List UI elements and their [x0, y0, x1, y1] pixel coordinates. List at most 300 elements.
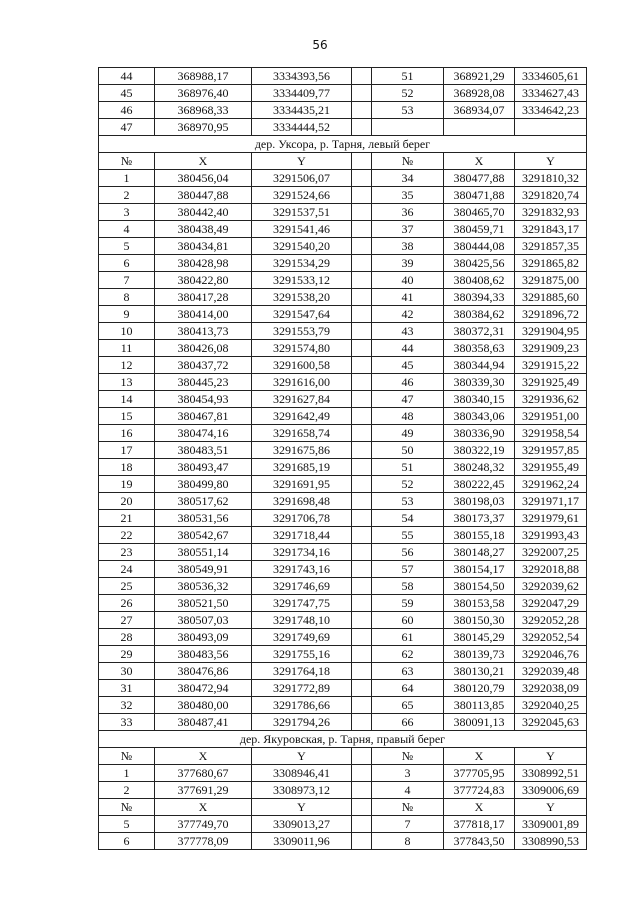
x-coordinate: 368934,07 — [444, 102, 515, 119]
spacer-cell — [352, 204, 372, 221]
point-number: 4 — [372, 782, 444, 799]
point-number: 53 — [372, 493, 444, 510]
point-number: 15 — [99, 408, 155, 425]
table-row — [99, 476, 587, 493]
y-coordinate: 3291958,54 — [515, 425, 587, 442]
spacer-cell — [352, 323, 372, 340]
x-coordinate: 380483,51 — [155, 442, 252, 459]
point-number: 9 — [99, 306, 155, 323]
x-coordinate: 377724,83 — [444, 782, 515, 799]
x-coordinate: 380467,81 — [155, 408, 252, 425]
column-header: Y — [252, 748, 352, 765]
point-number: 3 — [99, 204, 155, 221]
column-header: Y — [252, 153, 352, 170]
y-coordinate: 3291904,95 — [515, 323, 587, 340]
point-number: 53 — [372, 102, 444, 119]
x-coordinate: 380454,93 — [155, 391, 252, 408]
x-coordinate: 380476,86 — [155, 663, 252, 680]
point-number: 21 — [99, 510, 155, 527]
point-number: 37 — [372, 221, 444, 238]
table-row — [99, 391, 587, 408]
column-header: X — [155, 799, 252, 816]
x-coordinate: 380493,47 — [155, 459, 252, 476]
spacer-cell — [352, 561, 372, 578]
point-number: 17 — [99, 442, 155, 459]
x-coordinate: 368928,08 — [444, 85, 515, 102]
column-header: Y — [515, 153, 587, 170]
y-coordinate: 3291955,49 — [515, 459, 587, 476]
point-number: 30 — [99, 663, 155, 680]
table-row — [99, 612, 587, 629]
point-number — [372, 119, 444, 136]
point-number: 48 — [372, 408, 444, 425]
y-coordinate: 3334605,61 — [515, 68, 587, 85]
point-number: 39 — [372, 255, 444, 272]
spacer-cell — [352, 425, 372, 442]
x-coordinate: 380384,62 — [444, 306, 515, 323]
point-number: 7 — [99, 272, 155, 289]
y-coordinate: 3291698,48 — [252, 493, 352, 510]
x-coordinate: 380113,85 — [444, 697, 515, 714]
y-coordinate: 3291574,80 — [252, 340, 352, 357]
point-number: 62 — [372, 646, 444, 663]
x-coordinate: 380487,41 — [155, 714, 252, 731]
y-coordinate: 3291979,61 — [515, 510, 587, 527]
table-row — [99, 510, 587, 527]
y-coordinate: 3291951,00 — [515, 408, 587, 425]
x-coordinate: 380139,73 — [444, 646, 515, 663]
y-coordinate: 3292052,54 — [515, 629, 587, 646]
point-number: 45 — [372, 357, 444, 374]
table-row — [99, 697, 587, 714]
point-number: 44 — [99, 68, 155, 85]
y-coordinate: 3292045,63 — [515, 714, 587, 731]
x-coordinate: 368921,29 — [444, 68, 515, 85]
column-header: X — [155, 153, 252, 170]
spacer-cell — [352, 442, 372, 459]
section-title: дер. Якуровская, р. Тарня, правый берег — [99, 731, 587, 748]
spacer-cell — [352, 765, 372, 782]
x-coordinate: 380456,04 — [155, 170, 252, 187]
x-coordinate: 380336,90 — [444, 425, 515, 442]
x-coordinate: 380428,98 — [155, 255, 252, 272]
x-coordinate: 380517,62 — [155, 493, 252, 510]
table-row — [99, 340, 587, 357]
spacer-cell — [352, 697, 372, 714]
table-row — [99, 102, 587, 119]
table-row — [99, 544, 587, 561]
x-coordinate: 380483,56 — [155, 646, 252, 663]
spacer-cell — [352, 68, 372, 85]
table-row — [99, 255, 587, 272]
y-coordinate: 3291533,12 — [252, 272, 352, 289]
x-coordinate: 380155,18 — [444, 527, 515, 544]
x-coordinate: 380521,50 — [155, 595, 252, 612]
table-row — [99, 221, 587, 238]
point-number: 49 — [372, 425, 444, 442]
point-number: 61 — [372, 629, 444, 646]
point-number: 25 — [99, 578, 155, 595]
x-coordinate: 380413,73 — [155, 323, 252, 340]
column-header: X — [155, 748, 252, 765]
column-header: № — [372, 799, 444, 816]
point-number: 64 — [372, 680, 444, 697]
point-number: 45 — [99, 85, 155, 102]
y-coordinate: 3291743,16 — [252, 561, 352, 578]
spacer-cell — [352, 119, 372, 136]
x-coordinate: 380372,31 — [444, 323, 515, 340]
spacer-cell — [352, 391, 372, 408]
point-number: 56 — [372, 544, 444, 561]
point-number: 1 — [99, 765, 155, 782]
column-header: № — [372, 748, 444, 765]
point-number: 52 — [372, 476, 444, 493]
point-number: 44 — [372, 340, 444, 357]
table-row — [99, 833, 587, 850]
x-coordinate: 368976,40 — [155, 85, 252, 102]
table-row — [99, 272, 587, 289]
table-row — [99, 459, 587, 476]
column-header-row — [99, 748, 587, 765]
table-row — [99, 204, 587, 221]
spacer-cell — [352, 476, 372, 493]
y-coordinate: 3291706,78 — [252, 510, 352, 527]
point-number: 11 — [99, 340, 155, 357]
y-coordinate: 3291627,84 — [252, 391, 352, 408]
point-number: 51 — [372, 459, 444, 476]
y-coordinate: 3309013,27 — [252, 816, 352, 833]
point-number: 13 — [99, 374, 155, 391]
point-number: 6 — [99, 255, 155, 272]
x-coordinate: 377843,50 — [444, 833, 515, 850]
spacer-cell — [352, 646, 372, 663]
y-coordinate: 3291748,10 — [252, 612, 352, 629]
point-number: 31 — [99, 680, 155, 697]
y-coordinate: 3292018,88 — [515, 561, 587, 578]
point-number: 40 — [372, 272, 444, 289]
x-coordinate: 380130,21 — [444, 663, 515, 680]
x-coordinate: 380344,94 — [444, 357, 515, 374]
point-number: 12 — [99, 357, 155, 374]
y-coordinate: 3309001,89 — [515, 816, 587, 833]
y-coordinate: 3292007,25 — [515, 544, 587, 561]
point-number: 38 — [372, 238, 444, 255]
x-coordinate: 380417,28 — [155, 289, 252, 306]
x-coordinate: 380442,40 — [155, 204, 252, 221]
point-number: 27 — [99, 612, 155, 629]
x-coordinate: 380154,50 — [444, 578, 515, 595]
table-row — [99, 629, 587, 646]
spacer-cell — [352, 782, 372, 799]
y-coordinate: 3292039,48 — [515, 663, 587, 680]
point-number: 54 — [372, 510, 444, 527]
spacer-cell — [352, 187, 372, 204]
x-coordinate: 380339,30 — [444, 374, 515, 391]
spacer-cell — [352, 527, 372, 544]
x-coordinate: 380340,15 — [444, 391, 515, 408]
spacer-cell — [352, 374, 372, 391]
y-coordinate: 3291772,89 — [252, 680, 352, 697]
y-coordinate: 3291553,79 — [252, 323, 352, 340]
x-coordinate: 380422,80 — [155, 272, 252, 289]
y-coordinate: 3292040,25 — [515, 697, 587, 714]
x-coordinate: 380198,03 — [444, 493, 515, 510]
point-number: 43 — [372, 323, 444, 340]
column-header: X — [444, 153, 515, 170]
y-coordinate: 3291746,69 — [252, 578, 352, 595]
x-coordinate: 380444,08 — [444, 238, 515, 255]
y-coordinate: 3291896,72 — [515, 306, 587, 323]
x-coordinate: 380472,94 — [155, 680, 252, 697]
y-coordinate: 3292046,76 — [515, 646, 587, 663]
column-header: Y — [252, 799, 352, 816]
point-number: 1 — [99, 170, 155, 187]
x-coordinate: 380120,79 — [444, 680, 515, 697]
spacer-cell — [352, 306, 372, 323]
point-number: 59 — [372, 595, 444, 612]
table-row — [99, 816, 587, 833]
point-number: 36 — [372, 204, 444, 221]
spacer-cell — [352, 544, 372, 561]
x-coordinate: 380322,19 — [444, 442, 515, 459]
point-number: 57 — [372, 561, 444, 578]
y-coordinate: 3291832,93 — [515, 204, 587, 221]
column-header-row — [99, 153, 587, 170]
y-coordinate: 3291658,74 — [252, 425, 352, 442]
point-number: 22 — [99, 527, 155, 544]
y-coordinate: 3291962,24 — [515, 476, 587, 493]
spacer-cell — [352, 255, 372, 272]
column-header: X — [444, 748, 515, 765]
table-row — [99, 119, 587, 136]
column-header — [352, 799, 372, 816]
point-number: 46 — [372, 374, 444, 391]
column-header: Y — [515, 748, 587, 765]
column-header: № — [99, 748, 155, 765]
spacer-cell — [352, 85, 372, 102]
y-coordinate: 3291993,43 — [515, 527, 587, 544]
y-coordinate: 3291794,26 — [252, 714, 352, 731]
table-row — [99, 374, 587, 391]
y-coordinate: 3292039,62 — [515, 578, 587, 595]
x-coordinate: 368970,95 — [155, 119, 252, 136]
point-number: 60 — [372, 612, 444, 629]
x-coordinate: 377818,17 — [444, 816, 515, 833]
x-coordinate: 380447,88 — [155, 187, 252, 204]
y-coordinate: 3291957,85 — [515, 442, 587, 459]
spacer-cell — [352, 680, 372, 697]
y-coordinate: 3291537,51 — [252, 204, 352, 221]
y-coordinate: 3308992,51 — [515, 765, 587, 782]
x-coordinate: 380434,81 — [155, 238, 252, 255]
spacer-cell — [352, 595, 372, 612]
y-coordinate: 3291925,49 — [515, 374, 587, 391]
y-coordinate: 3291885,60 — [515, 289, 587, 306]
section-title-row — [99, 731, 587, 748]
spacer-cell — [352, 833, 372, 850]
spacer-cell — [352, 663, 372, 680]
point-number: 33 — [99, 714, 155, 731]
column-header-row — [99, 799, 587, 816]
table-row — [99, 425, 587, 442]
x-coordinate: 380542,67 — [155, 527, 252, 544]
x-coordinate: 380471,88 — [444, 187, 515, 204]
y-coordinate: 3334444,52 — [252, 119, 352, 136]
x-coordinate: 380445,23 — [155, 374, 252, 391]
x-coordinate: 380222,45 — [444, 476, 515, 493]
point-number: 46 — [99, 102, 155, 119]
y-coordinate: 3334435,21 — [252, 102, 352, 119]
point-number: 41 — [372, 289, 444, 306]
table-row — [99, 646, 587, 663]
y-coordinate: 3291691,95 — [252, 476, 352, 493]
point-number: 26 — [99, 595, 155, 612]
column-header: № — [99, 799, 155, 816]
spacer-cell — [352, 289, 372, 306]
x-coordinate: 380091,13 — [444, 714, 515, 731]
point-number: 4 — [99, 221, 155, 238]
x-coordinate: 380465,70 — [444, 204, 515, 221]
section-title-row — [99, 136, 587, 153]
spacer-cell — [352, 357, 372, 374]
spacer-cell — [352, 459, 372, 476]
table-row — [99, 714, 587, 731]
x-coordinate: 377778,09 — [155, 833, 252, 850]
y-coordinate: 3334409,77 — [252, 85, 352, 102]
y-coordinate: 3308990,53 — [515, 833, 587, 850]
spacer-cell — [352, 510, 372, 527]
table-row — [99, 357, 587, 374]
column-header — [352, 153, 372, 170]
table-row — [99, 68, 587, 85]
spacer-cell — [352, 102, 372, 119]
x-coordinate: 380551,14 — [155, 544, 252, 561]
spacer-cell — [352, 238, 372, 255]
table-row — [99, 578, 587, 595]
y-coordinate: 3292047,29 — [515, 595, 587, 612]
y-coordinate: 3309006,69 — [515, 782, 587, 799]
x-coordinate: 380459,71 — [444, 221, 515, 238]
y-coordinate: 3291538,20 — [252, 289, 352, 306]
x-coordinate: 380154,17 — [444, 561, 515, 578]
y-coordinate: 3291865,82 — [515, 255, 587, 272]
table-row — [99, 170, 587, 187]
y-coordinate: 3308973,12 — [252, 782, 352, 799]
x-coordinate: 380438,49 — [155, 221, 252, 238]
spacer-cell — [352, 170, 372, 187]
section-title: дер. Уксора, р. Тарня, левый берег — [99, 136, 587, 153]
point-number: 52 — [372, 85, 444, 102]
point-number: 20 — [99, 493, 155, 510]
point-number: 34 — [372, 170, 444, 187]
table-row — [99, 595, 587, 612]
y-coordinate: 3291506,07 — [252, 170, 352, 187]
table-row — [99, 442, 587, 459]
spacer-cell — [352, 612, 372, 629]
x-coordinate: 380148,27 — [444, 544, 515, 561]
spacer-cell — [352, 578, 372, 595]
x-coordinate: 380536,32 — [155, 578, 252, 595]
y-coordinate: 3309011,96 — [252, 833, 352, 850]
point-number: 65 — [372, 697, 444, 714]
x-coordinate: 380343,06 — [444, 408, 515, 425]
y-coordinate: 3291534,29 — [252, 255, 352, 272]
y-coordinate: 3291820,74 — [515, 187, 587, 204]
table-row — [99, 765, 587, 782]
point-number: 19 — [99, 476, 155, 493]
spacer-cell — [352, 493, 372, 510]
y-coordinate: 3291541,46 — [252, 221, 352, 238]
y-coordinate: 3291540,20 — [252, 238, 352, 255]
y-coordinate: 3291843,17 — [515, 221, 587, 238]
y-coordinate: 3291747,75 — [252, 595, 352, 612]
point-number: 63 — [372, 663, 444, 680]
point-number: 47 — [372, 391, 444, 408]
spacer-cell — [352, 629, 372, 646]
column-header: Y — [515, 799, 587, 816]
table-row — [99, 85, 587, 102]
y-coordinate: 3291936,62 — [515, 391, 587, 408]
y-coordinate: 3291915,22 — [515, 357, 587, 374]
table-row — [99, 561, 587, 578]
point-number: 5 — [99, 816, 155, 833]
column-header: № — [99, 153, 155, 170]
y-coordinate: 3291749,69 — [252, 629, 352, 646]
y-coordinate — [515, 119, 587, 136]
x-coordinate: 380145,29 — [444, 629, 515, 646]
x-coordinate: 380153,58 — [444, 595, 515, 612]
point-number: 51 — [372, 68, 444, 85]
x-coordinate: 377680,67 — [155, 765, 252, 782]
y-coordinate: 3291600,58 — [252, 357, 352, 374]
x-coordinate: 380426,08 — [155, 340, 252, 357]
y-coordinate: 3334393,56 — [252, 68, 352, 85]
x-coordinate: 380425,56 — [444, 255, 515, 272]
point-number: 24 — [99, 561, 155, 578]
x-coordinate: 380531,56 — [155, 510, 252, 527]
y-coordinate: 3334627,43 — [515, 85, 587, 102]
x-coordinate — [444, 119, 515, 136]
table-row — [99, 187, 587, 204]
spacer-cell — [352, 340, 372, 357]
point-number: 6 — [99, 833, 155, 850]
x-coordinate: 368968,33 — [155, 102, 252, 119]
x-coordinate: 380150,30 — [444, 612, 515, 629]
point-number: 42 — [372, 306, 444, 323]
table-row — [99, 527, 587, 544]
y-coordinate: 3291755,16 — [252, 646, 352, 663]
column-header: X — [444, 799, 515, 816]
y-coordinate: 3291718,44 — [252, 527, 352, 544]
point-number: 16 — [99, 425, 155, 442]
y-coordinate: 3292038,09 — [515, 680, 587, 697]
spacer-cell — [352, 714, 372, 731]
point-number: 55 — [372, 527, 444, 544]
x-coordinate: 380493,09 — [155, 629, 252, 646]
point-number: 50 — [372, 442, 444, 459]
x-coordinate: 377749,70 — [155, 816, 252, 833]
x-coordinate: 377691,29 — [155, 782, 252, 799]
point-number: 8 — [99, 289, 155, 306]
spacer-cell — [352, 816, 372, 833]
y-coordinate: 3291971,17 — [515, 493, 587, 510]
table-row — [99, 493, 587, 510]
y-coordinate: 3291547,64 — [252, 306, 352, 323]
coordinates-table — [98, 67, 587, 850]
table-row — [99, 680, 587, 697]
x-coordinate: 380408,62 — [444, 272, 515, 289]
x-coordinate: 377705,95 — [444, 765, 515, 782]
